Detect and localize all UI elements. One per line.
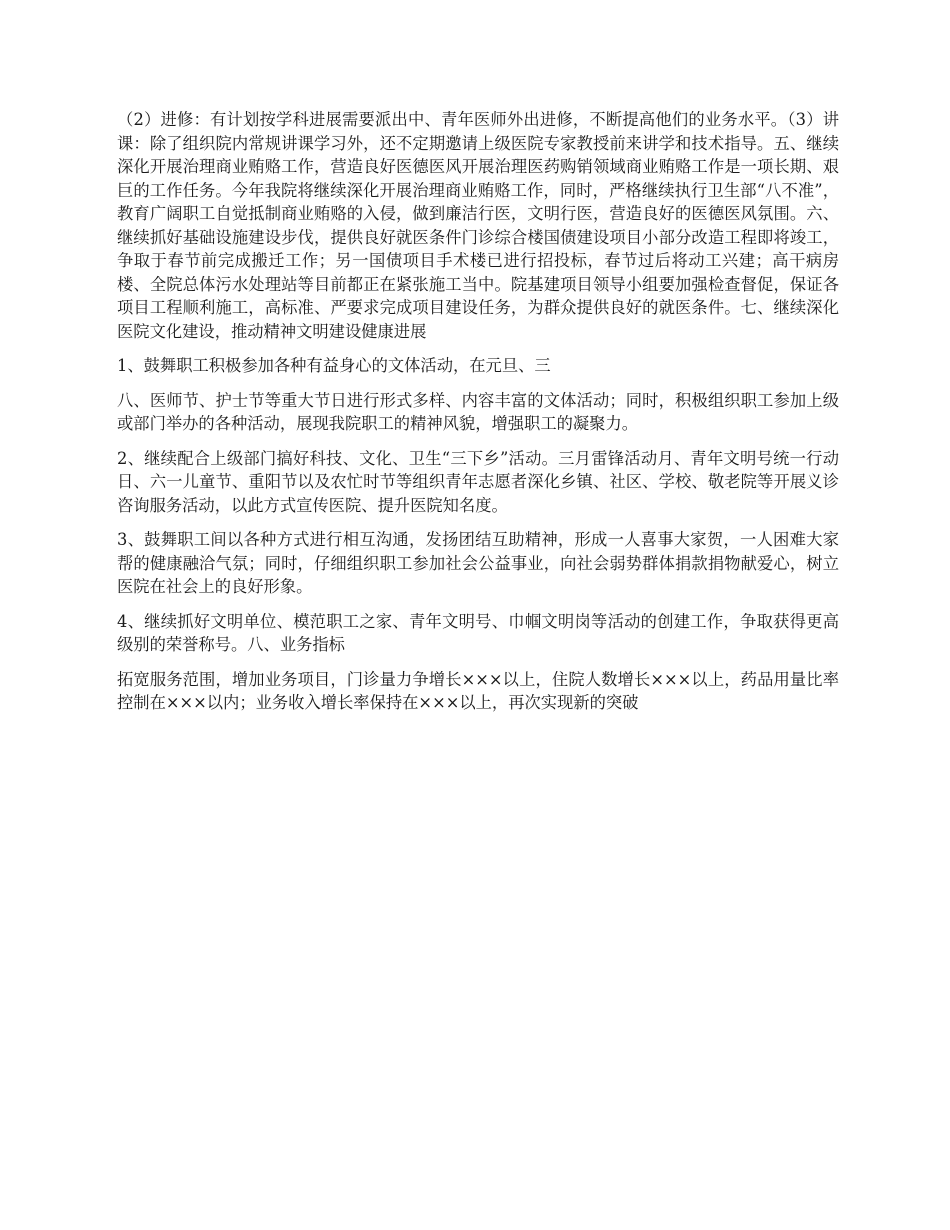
paragraph-item-1-start: 1、鼓舞职工积极参加各种有益身心的文体活动，在元旦、三 xyxy=(117,356,551,375)
document-body xyxy=(117,108,839,726)
paragraph-training: （2）进修：有计划按学科进展需要派出中、青年医师外出进修，不断提高他们的业务水平。（3）讲课：除了组织院内常规讲课学习外，还不定期邀请上级医院专家教授前来讲学和技术指导。五、继续深化开展治理商业贿赂工作，营造良好医德医风开展治理医药购销领域商业贿赂工作是一项长期、艰巨的工作任务。今年我院将继续深化开展治理商业贿赂工作，同时，严格继续执行卫生部“八不准”，教育广阔职工自觉抵制商业贿赂的入侵，做到廉洁行医，文明行医，营造良好的医德医风氛围。六、继续抓好基础设施建设步伐，提供良好就医条件门诊综合楼国债建设项目小部分改造工程即将竣工，争取于春节前完成搬迁工作；另一国债项目手术楼已进行招投标，春节过后将动工兴建；高干病房楼、全院总体污水处理站等目前都正在紧张施工当中。院基建项目领导小组要加强检查督促，保证各项目工程顺利施工，高标准、严要求完成项目建设任务，为群众提供良好的就医条件。七、继续深化医院文化建设，推动精神文明建设健康进展 xyxy=(117,110,839,341)
paragraph-business-targets: 拓宽服务范围，增加业务项目，门诊量力争增长×××以上，住院人数增长×××以上，药品用量比率控制在×××以内；业务收入增长率保持在×××以上，再次实现新的突破 xyxy=(117,669,839,712)
paragraph-item-1-continued: 八、医师节、护士节等重大节日进行形式多样、内容丰富的文体活动；同时，积极组织职工参加上级或部门举办的各种活动，展现我院职工的精神风貌，增强职工的凝聚力。 xyxy=(117,390,839,433)
paragraph-item-2: 2、继续配合上级部门搞好科技、文化、卫生“三下乡”活动。三月雷锋活动月、青年文明号统一行动日、六一儿童节、重阳节以及农忙时节等组织青年志愿者深化乡镇、社区、学校、敬老院等开展义诊咨询服务活动，以此方式宣传医院、提升医院知名度。 xyxy=(117,448,839,515)
paragraph-item-4: 4、继续抓好文明单位、模范职工之家、青年文明号、巾帼文明岗等活动的创建工作，争取获得更高级别的荣誉称号。八、业务指标 xyxy=(117,611,839,654)
paragraph-item-3: 3、鼓舞职工间以各种方式进行相互沟通，发扬团结互助精神，形成一人喜事大家贺，一人困难大家帮的健康融洽气氛；同时，仔细组织职工参加社会公益事业，向社会弱势群体捐款捐物献爱心，树立医院在社会上的良好形象。 xyxy=(117,530,839,596)
